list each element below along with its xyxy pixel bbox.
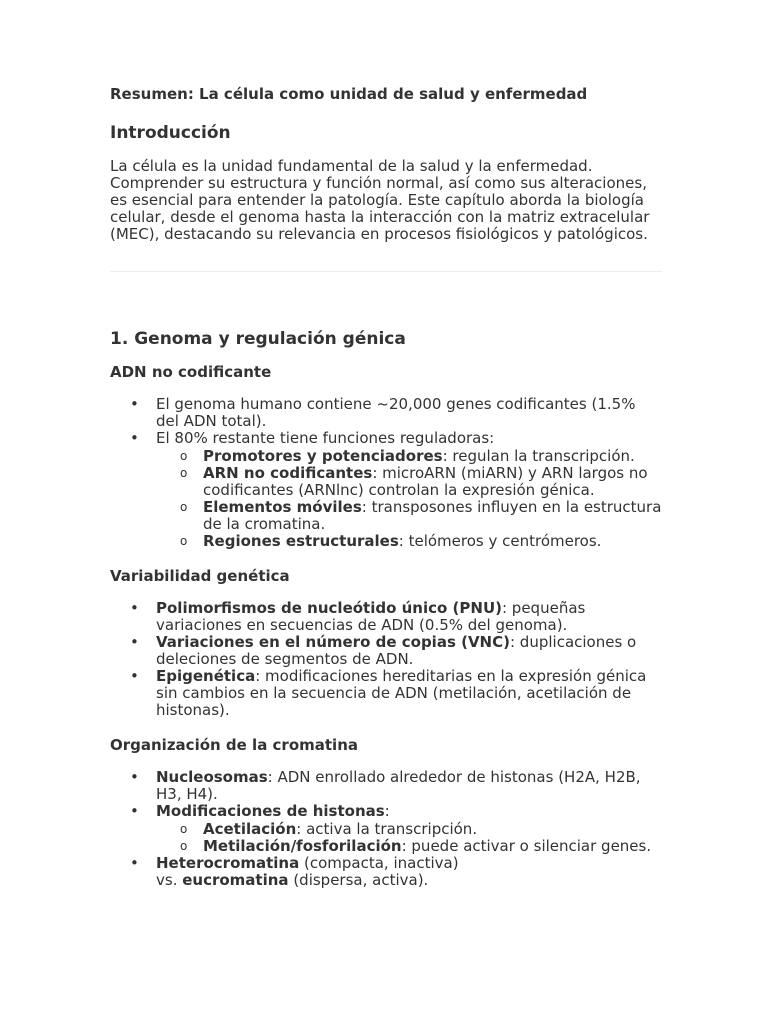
item-term: Variaciones en el número de copias (VNC) [156, 633, 510, 651]
item-term: Epigenética [156, 667, 256, 685]
list-item [110, 803, 662, 855]
item-text: El 80% restante tiene funciones reguladoras: [156, 429, 495, 447]
sub-list-item [156, 465, 662, 499]
list-item [110, 769, 662, 803]
list-item [110, 634, 662, 668]
item-text: : pequeñas variaciones en secuencias de ADN (0.5% del genoma). [156, 599, 586, 634]
section-divider [110, 271, 662, 272]
item-text: El genoma humano contiene ~20,000 genes codificantes (1.5% del ADN total). [156, 395, 636, 430]
variabilidad-list [110, 600, 662, 719]
item-text: (dispersa, activa). [288, 871, 429, 889]
intro-paragraph: La célula es la unidad fundamental de la salud y la enfermedad. Comprender su estructura y función normal, así como sus alteraciones, es esencial para entender la patología. Este capítulo aborda la biología celular, desde el genoma hasta la interacción con la matriz extracelular (MEC), destacando su relevancia en procesos fisiológicos y patológicos. [110, 157, 650, 243]
item-text: : modificaciones hereditarias en la expresión génica sin cambios en la secuencia de ADN (metilación, acetilación de histonas). [156, 667, 647, 719]
item-term: Acetilación [203, 820, 297, 838]
list-item [110, 668, 662, 719]
item-term: Metilación/fosforilación [203, 837, 402, 855]
document-title: Resumen: La célula como unidad de salud y enfermedad [110, 85, 588, 103]
sub-list-item [156, 821, 662, 838]
sub-list-item [156, 499, 662, 533]
item-term: Nucleosomas [156, 768, 268, 786]
item-text: : microARN (miARN) y ARN largos no codificantes (ARNlnc) controlan la expresión génica. [203, 464, 648, 499]
item-text: : [384, 802, 390, 820]
list-item [110, 430, 662, 550]
intro-heading: Introducción [110, 123, 231, 143]
item-text: (compacta, inactiva) [299, 854, 459, 872]
item-term: Heterocromatina [156, 854, 300, 872]
item-term: Modificaciones de histonas [156, 802, 385, 820]
item-text: : telómeros y centrómeros. [398, 532, 602, 550]
adn-sublist [156, 448, 662, 550]
sub-list-item [156, 838, 662, 855]
item-text: : ADN enrollado alrededor de histonas (H2A, H2B, H3, H4). [156, 768, 641, 803]
sub-list-item [156, 448, 662, 465]
cromatina-heading: Organización de la cromatina [110, 736, 358, 754]
variabilidad-heading: Variabilidad genética [110, 567, 290, 585]
item-term: ARN no codificantes [203, 464, 373, 482]
item-text: : puede activar o silenciar genes. [401, 837, 652, 855]
item-term: Polimorfismos de nucleótido único (PNU) [156, 599, 502, 617]
item-text: : duplicaciones o deleciones de segmentos de ADN. [156, 633, 637, 668]
item-term: eucromatina [182, 871, 289, 889]
list-item [110, 600, 662, 634]
item-text: : activa la transcripción. [296, 820, 478, 838]
sub-list-item [156, 533, 662, 550]
item-term: Regiones estructurales [203, 532, 399, 550]
cromatina-list [110, 769, 662, 889]
adn-heading: ADN no codificante [110, 363, 272, 381]
cromatina-sublist [156, 821, 662, 855]
adn-list [110, 396, 662, 550]
document-content [110, 84, 662, 905]
item-text: : transposones influyen en la estructura de la cromatina. [203, 498, 662, 533]
list-item [110, 396, 662, 430]
list-item [110, 855, 662, 889]
item-term: Promotores y potenciadores [203, 447, 443, 465]
section1-heading: 1. Genoma y regulación génica [110, 329, 406, 349]
item-term: Elementos móviles [203, 498, 362, 516]
item-text: vs. [156, 871, 183, 889]
item-text: : regulan la transcripción. [442, 447, 635, 465]
